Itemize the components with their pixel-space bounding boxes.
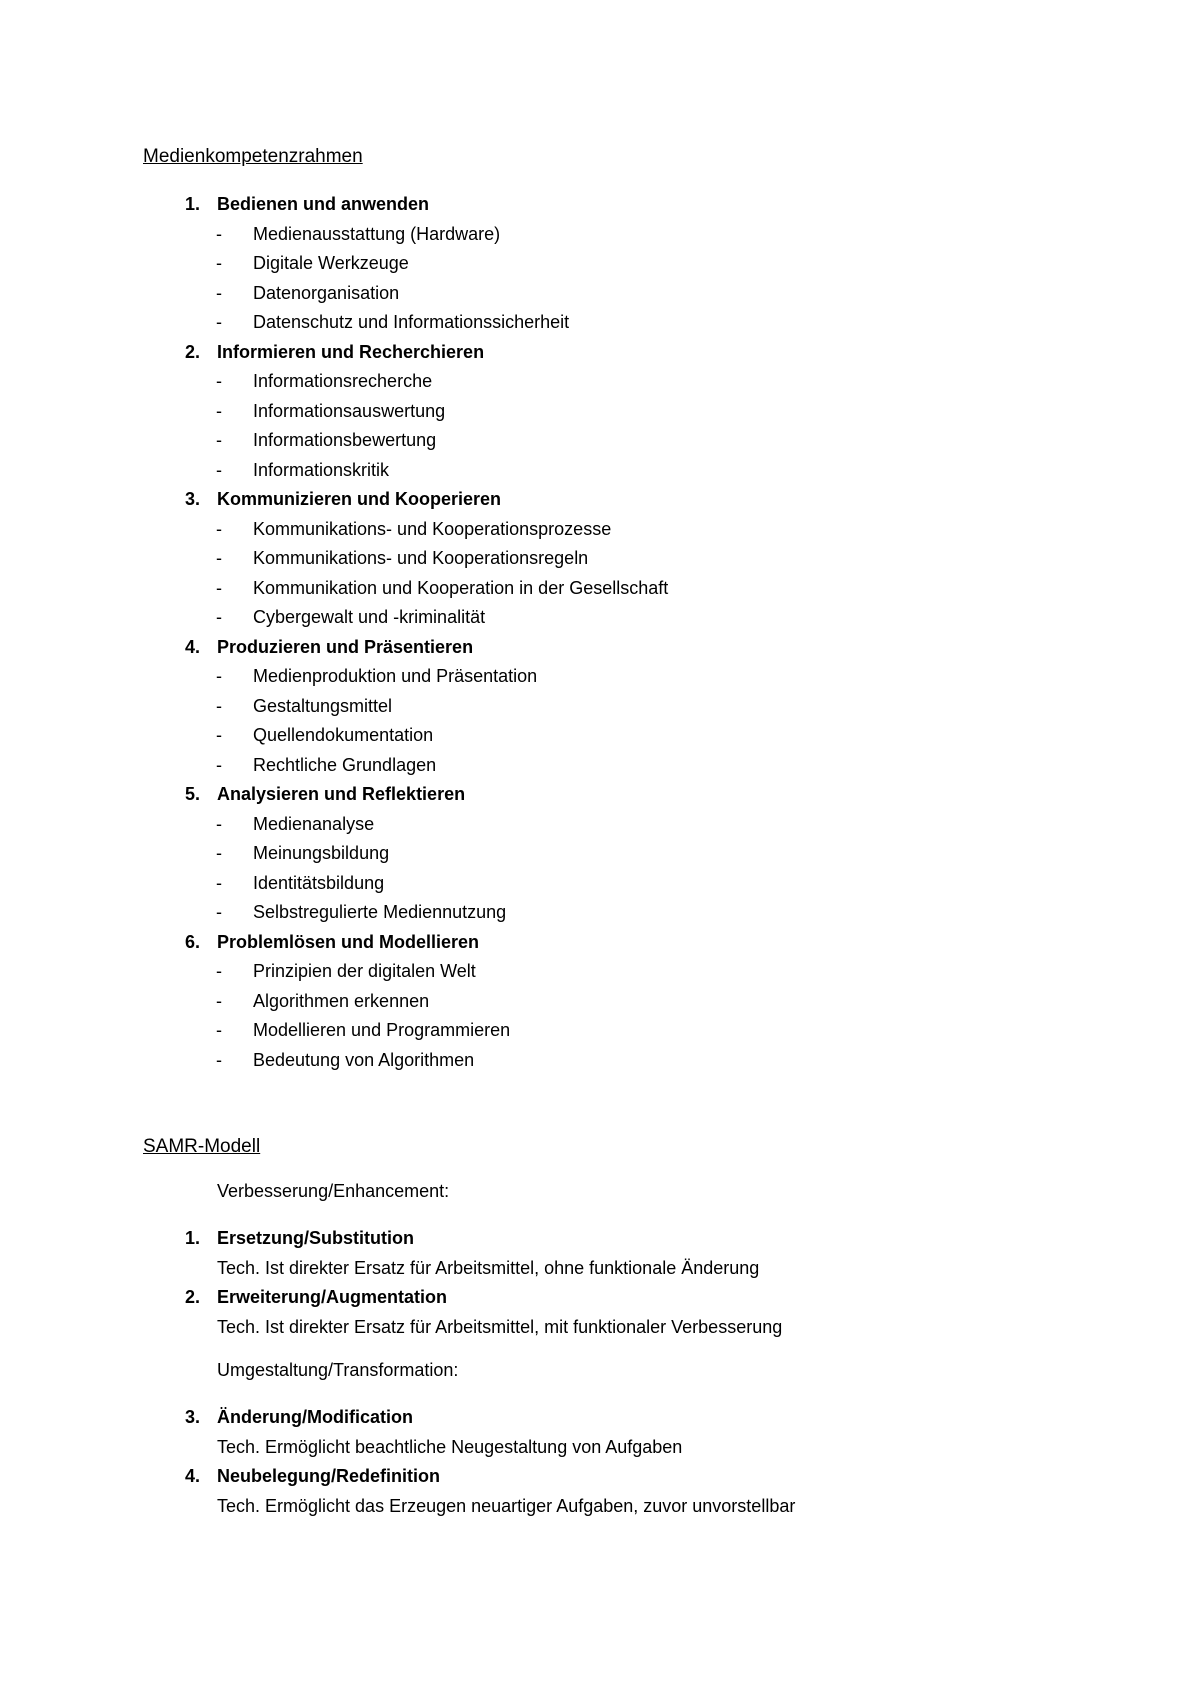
sub-item-label: Informationsbewertung: [253, 430, 437, 450]
sub-item-label: Kommunikations- und Kooperationsprozesse: [253, 518, 612, 539]
sub-item-label: Datenschutz und Informationssicherheit: [253, 312, 570, 332]
sub-item-label: Quellendokumentation: [253, 725, 434, 745]
samr-heading: SAMR-Modell: [143, 1136, 261, 1157]
dash-bullet: -: [216, 666, 222, 686]
dash-bullet: -: [216, 282, 222, 303]
sub-item-label: Informationskritik: [253, 459, 390, 480]
dash-bullet: -: [216, 223, 222, 244]
sub-item-label: Identitätsbildung: [253, 872, 385, 893]
item-number: 3.: [184, 1407, 200, 1427]
sub-item-label: Meinungsbildung: [253, 843, 390, 863]
sub-item-label: Digitale Werkzeuge: [253, 253, 409, 273]
dash-bullet: -: [216, 902, 222, 922]
sub-item-label: Kommunikations- und Kooperationsregeln: [253, 548, 589, 568]
item-description: Tech. Ermöglicht das Erzeugen neuartiger Aufgaben, zuvor unvorstellbar: [217, 1495, 796, 1516]
sub-item-label: Rechtliche Grundlagen: [253, 754, 437, 775]
dash-bullet: -: [216, 872, 222, 893]
item-description: Tech. Ist direkter Ersatz für Arbeitsmittel, mit funktionaler Verbesserung: [217, 1316, 783, 1337]
dash-bullet: -: [216, 843, 222, 863]
item-title: Neubelegung/Redefinition: [217, 1466, 440, 1486]
dash-bullet: -: [216, 253, 222, 273]
item-number: 1.: [184, 194, 200, 214]
sub-item-label: Medienproduktion und Präsentation: [253, 666, 538, 686]
sub-item-label: Cybergewalt und -kriminalität: [253, 607, 486, 627]
sub-item-label: Informationsrecherche: [253, 371, 433, 391]
dash-bullet: -: [216, 1049, 222, 1070]
item-number: 3.: [184, 489, 200, 509]
dash-bullet: -: [216, 607, 222, 627]
dash-bullet: -: [216, 459, 222, 480]
sub-item-label: Modellieren und Programmieren: [253, 1020, 511, 1040]
samr-enhancement-label: Verbesserung/Enhancement:: [217, 1181, 450, 1201]
item-number: 1.: [184, 1228, 200, 1248]
dash-bullet: -: [216, 518, 222, 539]
dash-bullet: -: [216, 961, 222, 981]
dash-bullet: -: [216, 400, 222, 421]
item-number: 5.: [184, 784, 200, 804]
dash-bullet: -: [216, 725, 222, 745]
dash-bullet: -: [216, 371, 222, 391]
item-title: Kommunizieren und Kooperieren: [217, 489, 502, 509]
dash-bullet: -: [216, 813, 222, 834]
sub-item-label: Medienausstattung (Hardware): [253, 223, 501, 244]
sub-item-label: Gestaltungsmittel: [253, 695, 393, 716]
dash-bullet: -: [216, 577, 222, 598]
item-title: Ersetzung/Substitution: [217, 1228, 414, 1248]
item-number: 2.: [184, 341, 200, 362]
item-title: Erweiterung/Augmentation: [217, 1287, 448, 1307]
dash-bullet: -: [216, 430, 222, 450]
dash-bullet: -: [216, 754, 222, 775]
item-description: Tech. Ermöglicht beachtliche Neugestaltung von Aufgaben: [217, 1436, 683, 1457]
item-number: 2.: [184, 1287, 200, 1307]
dash-bullet: -: [216, 695, 222, 716]
sub-item-label: Kommunikation und Kooperation in der Gesellschaft: [253, 577, 669, 598]
samr-transformation-label: Umgestaltung/Transformation:: [217, 1360, 459, 1380]
medienkompetenzrahmen-heading: Medienkompetenzrahmen: [143, 146, 363, 167]
sub-item-label: Algorithmen erkennen: [253, 990, 430, 1011]
item-title: Problemlösen und Modellieren: [217, 931, 480, 952]
item-title: Änderung/Modification: [217, 1407, 413, 1427]
dash-bullet: -: [216, 1020, 222, 1040]
item-title: Produzieren und Präsentieren: [217, 636, 474, 657]
dash-bullet: -: [216, 312, 222, 332]
dash-bullet: -: [216, 548, 222, 568]
item-number: 6.: [184, 931, 200, 952]
item-description: Tech. Ist direkter Ersatz für Arbeitsmittel, ohne funktionale Änderung: [217, 1257, 760, 1278]
item-title: Informieren und Recherchieren: [217, 341, 485, 362]
sub-item-label: Informationsauswertung: [253, 400, 446, 421]
item-number: 4.: [184, 1466, 200, 1486]
sub-item-label: Bedeutung von Algorithmen: [253, 1049, 475, 1070]
item-number: 4.: [184, 636, 200, 657]
item-title: Bedienen und anwenden: [217, 194, 430, 214]
sub-item-label: Selbstregulierte Mediennutzung: [253, 902, 507, 922]
dash-bullet: -: [216, 990, 222, 1011]
sub-item-label: Datenorganisation: [253, 282, 400, 303]
sub-item-label: Prinzipien der digitalen Welt: [253, 961, 476, 981]
sub-item-label: Medienanalyse: [253, 813, 375, 834]
item-title: Analysieren und Reflektieren: [217, 784, 466, 804]
